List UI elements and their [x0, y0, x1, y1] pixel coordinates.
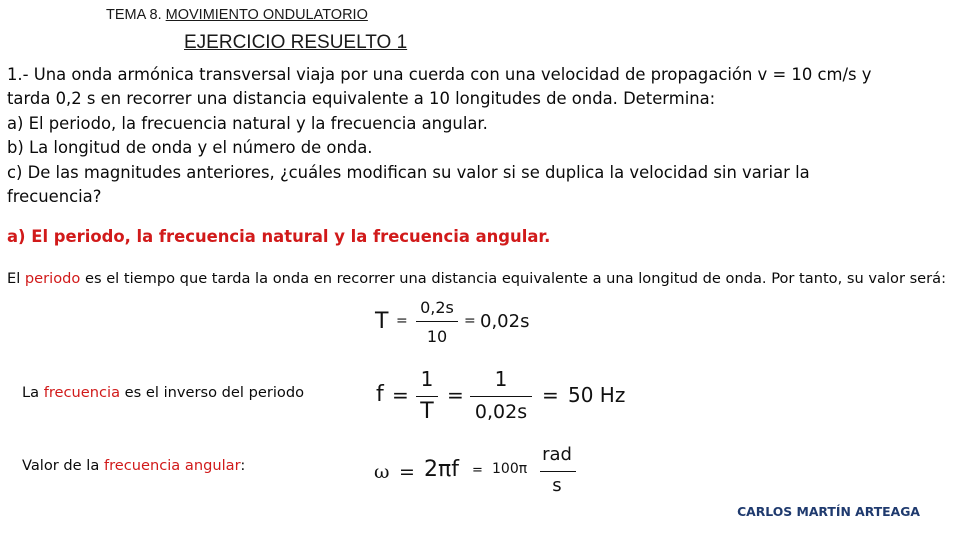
eq-lhs: f: [376, 382, 384, 407]
eq-sign: =: [392, 383, 409, 407]
eq-denominator: 0,02s: [474, 401, 528, 423]
statement-line: b) La longitud de onda y el número de onda.: [7, 138, 373, 158]
text-span: La: [22, 384, 44, 401]
author-signature: CARLOS MARTÍN ARTEAGA: [737, 504, 920, 519]
eq-denominator: T: [420, 399, 434, 424]
unit-denominator: s: [552, 475, 562, 496]
topic-name: MOVIMIENTO ONDULATORIO: [165, 7, 368, 23]
statement-line: 1.- Una onda armónica transversal viaja por una cuerda con una velocidad de propagación v = 10 cm/s y: [7, 65, 872, 84]
eq-numerator: 1: [420, 367, 434, 391]
eq-value: 100π: [492, 461, 528, 477]
text-span: es el tiempo que tarda la onda en recorrer una distancia equivalente a una longitud de onda. Por tanto, su valor será:: [80, 270, 947, 287]
eq-sign: =: [396, 313, 408, 329]
problem-statement: [7, 63, 955, 209]
exercise-title: EJERCICIO RESUELTO 1: [184, 32, 408, 53]
eq-lhs: ω: [374, 461, 390, 483]
eq-sign: =: [464, 313, 476, 329]
eq-numerator: 0,2s: [420, 298, 454, 317]
text-span: es el inverso del periodo: [120, 384, 305, 401]
eq-numerator: 1: [494, 367, 508, 391]
period-paragraph: [7, 268, 955, 290]
term-frecuencia: frecuencia: [43, 384, 121, 401]
angular-frequency-text: [22, 457, 245, 474]
text-span: Valor de la: [22, 457, 104, 474]
term-periodo: periodo: [24, 270, 81, 287]
fraction-bar: [416, 396, 438, 397]
eq-denominator: 10: [426, 327, 448, 346]
statement-line: tarda 0,2 s en recorrer una distancia equivalente a 10 longitudes de onda. Determina:: [7, 89, 716, 109]
eq-sign: =: [472, 463, 483, 478]
frequency-text: [22, 384, 304, 401]
text-span: El: [7, 270, 25, 287]
eq-sign: =: [542, 383, 559, 407]
statement-line: frecuencia?: [7, 187, 102, 207]
eq-sign: =: [399, 461, 415, 483]
topic-title: [106, 7, 368, 23]
text-span: :: [240, 457, 246, 474]
fraction-bar: [470, 396, 532, 397]
unit-numerator: rad: [542, 444, 572, 465]
fraction-bar: [540, 471, 576, 472]
statement-line: a) El periodo, la frecuencia natural y la frecuencia angular.: [7, 113, 488, 133]
term-frecuencia-angular: frecuencia angular: [103, 457, 241, 474]
section-a-heading: a) El periodo, la frecuencia natural y la frecuencia angular.: [7, 227, 551, 246]
eq-sign: =: [447, 383, 464, 407]
eq-lhs: T: [375, 309, 389, 334]
topic-prefix: TEMA 8.: [106, 7, 166, 23]
eq-middle: 2πf: [424, 457, 459, 482]
fraction-bar: [416, 321, 458, 322]
eq-result: 50 Hz: [568, 383, 626, 407]
eq-result: 0,02s: [480, 311, 530, 332]
statement-line: c) De las magnitudes anteriores, ¿cuáles modifican su valor si se duplica la velocidad sin variar la: [7, 162, 810, 182]
